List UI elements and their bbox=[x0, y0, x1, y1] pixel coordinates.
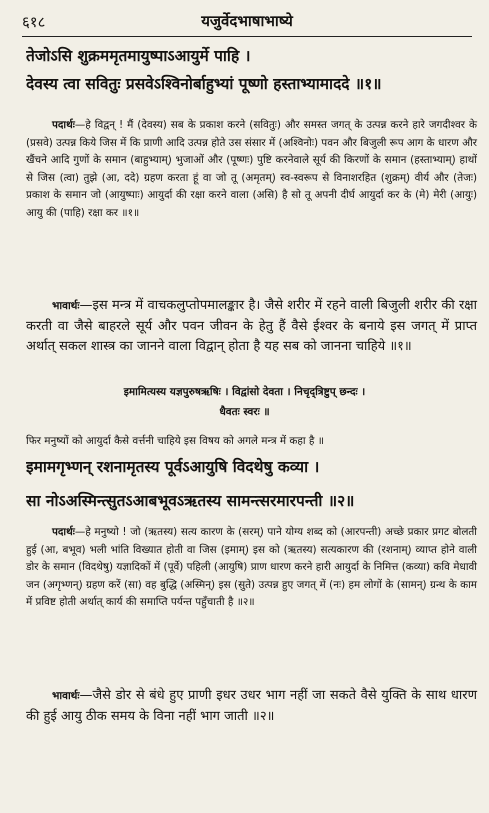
padartha-1-label: पदार्थः bbox=[52, 119, 75, 131]
bhavartha-1 bbox=[26, 296, 477, 358]
padartha-1-text: —हे विद्वन् ! मैं (देवस्य) सब के प्रकाश करने (सवितुः) और समस्त जगत् के उत्पन्न करने हारे जगदीश्वर के (प्रसवे) उत्पन्न किये जिस में कि प्राणी आदि उत्पन्न होते उस संसार में (अश्विनोः) पवन और बिजुली रूप आग के धारण और खैंचने आदि गुणों के समान (बाहुभ्याम्) भुजाओं और (पूष्णः) पुष्टि करनेवाले सूर्य की किरणों के समान (हस्ताभ्याम्) हाथों से जिस (त्वा) तुझे (आ, ददे) ग्रहण करता हूं वा जो तू (अमृतम्) स्व-स्वरूप से विनाशरहित (शुक्रम्) वीर्य और (तेजः) प्रकाश के समान जो (आयुष्पाः) आयुर्दा की रक्षा करने वाला (असि) है सो तू अपनी दीर्घ आयुर्दा कर के (मे) मेरी (आयुः) आयु की (पाहि) रक्षा कर ॥१॥ bbox=[26, 119, 477, 219]
meta-line-1: इमामित्यस्य यज्ञपुरुषऋषिः । विद्वांसो देवता । निचृद्‌त्रिष्टुप् छन्दः । bbox=[123, 386, 366, 398]
mantra-2-line-2: सा नोऽअस्मिन्त्सुतऽआबभूवऽऋतस्य सामन्त्सरमारपन्ती ॥२॥ bbox=[26, 491, 355, 510]
padartha-1 bbox=[26, 117, 477, 223]
bhavartha-1-text: —इस मन्त्र में वाचकलुप्तोपमालङ्कार है। जैसे शरीर में रहने वाली बिजुली शरीर की रक्षा करती वा जैसे बाहरले सूर्य और पवन जीवन के हेतु हैं वैसे ईश्वर के बनाये इस जगत् में प्राप्त अर्थात् सकल शास्त्र का जानने वाला विद्वान् होता है यह सब को जानना चाहिये ॥१॥ bbox=[26, 298, 477, 354]
mantra-1-line-1: तेजोऽसि शुक्रममृतमायुष्पाऽआयुर्मे पाहि । bbox=[26, 46, 251, 65]
page-header bbox=[22, 8, 472, 37]
bhavartha-2-text: —जैसे डोर से बंधे हुए प्राणी इधर उधर भाग नहीं जा सकते वैसे युक्ति के साथ धारण की हुई आयु ठीक समय के विना नहीं भाग जाती ॥२॥ bbox=[26, 688, 477, 724]
bhavartha-2-label: भावार्थः bbox=[52, 690, 80, 702]
padartha-2-text: —हे मनुष्यो ! जो (ऋतस्य) सत्य कारण के (सरम्) पाने योग्य शब्द को (आरपन्ती) अच्छे प्रकार प्रगट बोलती हुई (आ, बभूव) भली भांति विख्यात होती वा जिस (इमाम्) इस को (ऋतस्य) सत्यकारण की (रशनाम्) व्याप्त होने वाली डोर के समान (विदथेषु) यज्ञादिकों में (पूर्वे) पहिली (आयुषि) प्राण धारण करने हारी आयुर्दा के निमित्त (कव्या) कवि मेधावी जन (अगृभ्णन्) ग्रहण करें (सा) वह बुद्धि (अस्मिन्) इस (सुते) उत्पन्न हुए जगत् में (नः) हम लोगों के (सामन्) ग्रन्थ के काम में प्रविष्ट होती अर्थात् कार्य की समाप्ति पर्यन्त पहुँचाती है ॥२॥ bbox=[26, 526, 477, 609]
bhavartha-2 bbox=[26, 686, 477, 727]
meta-line-2: धैवतः स्वरः ॥ bbox=[219, 406, 270, 418]
transition-line: फिर मनुष्यों को आयुर्दा कैसे वर्त्तनी चाहिये इस विषय को अगले मन्त्र में कहा है ॥ bbox=[26, 435, 324, 447]
mantra-1-line-2: देवस्य त्वा सवितुः प्रसवेऽश्विनोर्बाहुभ्यां पूष्णो हस्ताभ्यामाददे ॥१॥ bbox=[26, 74, 382, 93]
running-title: यजुर्वेदभाषाभाष्ये bbox=[201, 12, 293, 30]
padartha-2 bbox=[26, 524, 477, 612]
mantra-2-line-1: इमामगृभ्णन् रशनामृतस्य पूर्वऽआयुषि विदथेषु कव्या । bbox=[26, 457, 320, 476]
padartha-2-label: पदार्थः bbox=[52, 526, 75, 538]
page-number: ६१८ bbox=[22, 13, 46, 31]
bhavartha-1-label: भावार्थः bbox=[52, 300, 80, 312]
